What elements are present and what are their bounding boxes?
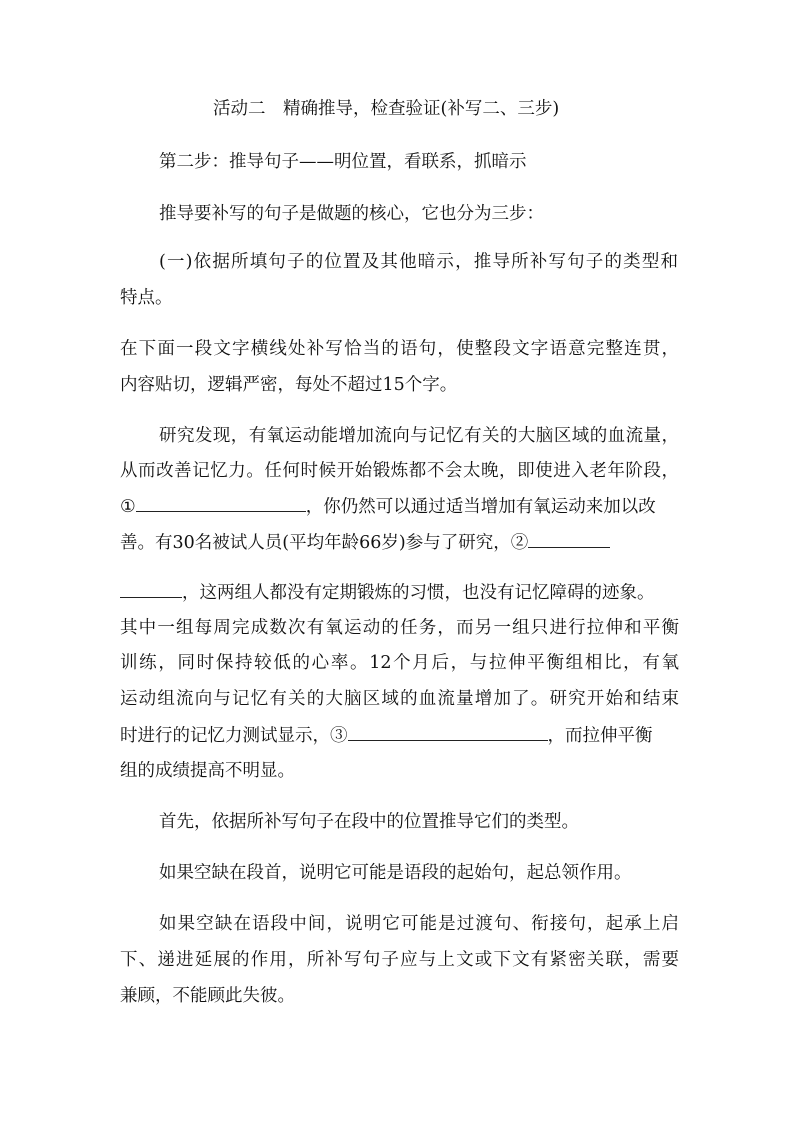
analysis-mid-line-2: 下、递进延展的作用，所补写句子应与上文或下文有紧密关联，需要	[120, 950, 679, 970]
point-one-line-1: (一)依据所填句子的位置及其他暗示，推导所补写句子的类型和	[159, 252, 678, 272]
point-one-line-2: 特点。	[120, 288, 173, 308]
passage-line-9: 时进行的记忆力测试显示，③ ，而拉伸平衡	[120, 726, 653, 746]
passage-line-4: 善。有30名被试人员(平均年龄66岁)参与了研究，②	[120, 531, 610, 554]
passage-line-7: 训练，同时保持较低的心率。12个月后，与拉伸平衡组相比，有氧	[120, 653, 679, 673]
passage-line-2: 从而改善记忆力。任何时候开始锻炼都不会太晚，即使进入老年阶段，	[120, 461, 679, 481]
section-title: 活动二 精确推导，检查验证(补写二、三步)	[213, 99, 560, 119]
passage-line-5: ，这两组人都没有定期锻炼的习惯，也没有记忆障碍的迹象。	[120, 581, 655, 604]
analysis-mid-line-3: 兼顾，不能顾此失彼。	[120, 986, 295, 1006]
passage-line-3: ① ，你仍然可以通过适当增加有氧运动来加以改	[120, 497, 656, 517]
task-line-2: 内容贴切，逻辑严密，每处不超过15个字。	[120, 375, 458, 395]
analysis-first: 首先，依据所补写句子在段中的位置推导它们的类型。	[159, 812, 579, 832]
blank-marker-3: ③	[330, 726, 348, 746]
blank-marker-1: ①	[120, 497, 136, 517]
answer-blank-2b[interactable]	[120, 581, 182, 598]
passage-line-10: 组的成绩提高不明显。	[120, 761, 295, 781]
passage-line-8: 运动组流向与记忆有关的大脑区域的血流量增加了。研究开始和结束	[120, 689, 679, 709]
task-line-1: 在下面一段文字横线处补写恰当的语句，使整段文字语意完整连贯，	[120, 339, 679, 359]
blank-marker-2: ②	[510, 533, 529, 553]
answer-blank-2a[interactable]	[528, 531, 610, 548]
intro-paragraph: 推导要补写的句子是做题的核心，它也分为三步：	[159, 204, 544, 224]
answer-blank-3[interactable]	[348, 724, 548, 741]
passage-line-6: 其中一组每周完成数次有氧运动的任务，而另一组只进行拉伸和平衡	[120, 618, 679, 638]
step-heading: 第二步：推导句子——明位置，看联系，抓暗示	[159, 152, 527, 172]
analysis-mid-line-1: 如果空缺在语段中间，说明它可能是过渡句、衔接句，起承上启	[159, 914, 679, 934]
answer-blank-1[interactable]	[136, 495, 306, 512]
analysis-head-case: 如果空缺在段首，说明它可能是语段的起始句，起总领作用。	[159, 863, 632, 883]
passage-line-1: 研究发现，有氧运动能增加流向与记忆有关的大脑区域的血流量，	[159, 426, 679, 446]
